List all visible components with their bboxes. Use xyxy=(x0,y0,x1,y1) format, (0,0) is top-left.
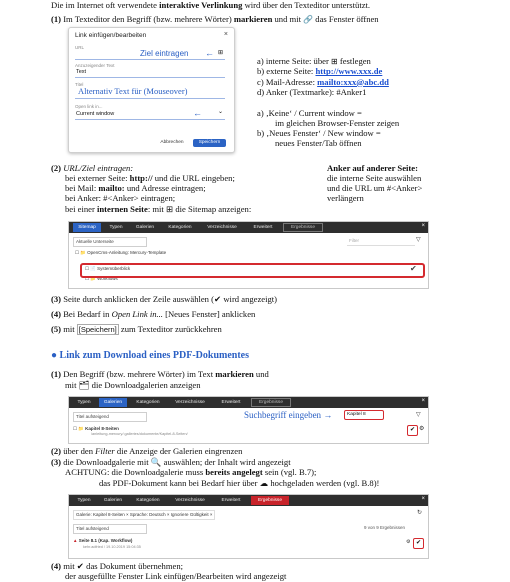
sitemap-icon[interactable]: ⊞ xyxy=(218,50,224,56)
tab-galleries[interactable]: Galerien xyxy=(99,398,127,407)
list-item[interactable]: ☐ 📁 OpenCms-Anleitung: Mercury-Template xyxy=(75,250,167,255)
title-value: Alternativ Text für (Mouseover) xyxy=(78,86,188,96)
tab-sitemap[interactable]: Sitemap xyxy=(73,223,101,232)
refresh-icon[interactable]: ↻ xyxy=(417,510,423,516)
tab-categories[interactable]: Kategorien xyxy=(136,498,160,503)
list-item-selected[interactable]: ☐ 📄 Systemüberblick xyxy=(85,266,131,271)
result-count: 9 von 9 Ergebnissen xyxy=(364,525,406,530)
url-label: URL xyxy=(75,45,85,50)
link-dialog xyxy=(68,27,235,153)
tab-directories[interactable]: Verzeichnisse xyxy=(175,400,205,405)
step-bold: markieren xyxy=(233,14,273,24)
checkmark-icon: ✔ xyxy=(76,561,84,571)
save-button[interactable]: Speichern xyxy=(193,139,226,147)
text-field[interactable] xyxy=(75,68,225,78)
link-options xyxy=(257,56,507,97)
external-link[interactable]: http://www.xxx.de xyxy=(315,66,383,77)
gear-icon[interactable]: ⚙ xyxy=(419,426,425,432)
tab-advanced[interactable]: Erweitert xyxy=(221,498,241,503)
sitemap-panel xyxy=(68,221,429,289)
tab-results[interactable]: Ergebnisse xyxy=(283,223,323,232)
intro-line xyxy=(51,0,510,10)
download-step-1: (1) Den Begriff (bzw. mehrere Wörter) im Text markieren und mit 🗂 die Downloadgalerien anzeigen xyxy=(51,369,269,390)
sort-select[interactable]: Titel aufsteigend xyxy=(73,524,147,534)
option-current-window: a) ‚Keine‘ / Current window = xyxy=(257,108,362,118)
gallery-results-panel xyxy=(68,494,429,559)
speichern-button-ref: [Speichern] xyxy=(78,325,117,334)
arrow-left-icon: ← xyxy=(205,48,214,58)
option-external: b) externe Seite: http://www.xxx.de xyxy=(257,66,383,77)
tab-categories[interactable]: Kategorien xyxy=(136,400,160,405)
option-current-window-desc: im gleichen Browser-Fenster zeigen xyxy=(275,118,400,129)
checkmark-icon[interactable]: ✔ xyxy=(407,425,418,436)
download-step-3: (3) die Downloadgalerie mit 🔍 auswählen; der Inhalt wird angezeigt ACHTUNG: die Downloadgalerie muss bereits angelegt sein (vgl. B.7); das PDF-Dokument kann bei Bedarf hier über ☁ hochgeladen werden (vgl. B.8)! xyxy=(51,457,380,488)
checkmark-icon[interactable]: ✔ xyxy=(413,538,424,549)
option-new-window: b) ‚Neues Fenster‘ / New window = xyxy=(257,128,381,139)
tab-galleries[interactable]: Galerien xyxy=(135,225,155,230)
gallery-search-panel xyxy=(68,396,429,444)
filter-icon[interactable]: ▽ xyxy=(416,237,421,243)
list-item-path: /anleitung-mercury/.galleries/dokumente/Kapitel-8-Seiten/ xyxy=(91,432,188,436)
tab-types[interactable]: Typen xyxy=(109,225,123,230)
list-item-meta: kehr.adfried / 19.10.2019 15:04:35 xyxy=(83,545,141,549)
tab-bar xyxy=(69,397,428,408)
window-options xyxy=(257,108,507,149)
tab-directories[interactable]: Verzeichnisse xyxy=(175,498,205,503)
option-mail: c) Mail-Adresse: mailto:xxx@abc.dd xyxy=(257,76,389,87)
tab-types[interactable]: Typen xyxy=(77,498,91,503)
text-label: Anzuzeigender Text xyxy=(75,63,115,68)
mail-link[interactable]: mailto:xxx@abc.dd xyxy=(317,76,389,87)
download-step-4: (4) mit ✔ das Dokument übernehmen; der ausgefüllte Fenster Link einfügen/Bearbeiten wird angezeigt xyxy=(51,561,287,582)
intro-text-bold: interaktive Verlinkung xyxy=(159,0,243,10)
list-item[interactable]: ☐ 📁 Workflows xyxy=(85,276,118,281)
close-icon[interactable]: × xyxy=(421,223,425,229)
intro-text-c: wird über den Texteditor unterstützt. xyxy=(242,0,371,10)
search-input[interactable]: Kapitel 8 xyxy=(344,410,384,420)
download-step-2: (2) über den Filter die Anzeige der Galerien eingrenzen xyxy=(51,446,243,456)
filter-icon[interactable]: ▽ xyxy=(416,412,421,418)
tab-categories[interactable]: Kategorien xyxy=(168,225,192,230)
option-internal: a) interne Seite: über ⊞ festlegen xyxy=(257,56,371,66)
title-label: Titel xyxy=(75,82,84,87)
tab-advanced[interactable]: Erweitert xyxy=(221,400,241,405)
chevron-down-icon[interactable]: ⌄ xyxy=(218,109,224,115)
step-text: Im Texteditor den Begriff (bzw. mehrere Wörter) xyxy=(63,14,234,24)
close-icon[interactable]: × xyxy=(421,398,425,404)
link-icon: 🔗 xyxy=(303,15,314,24)
tab-bar xyxy=(69,495,428,506)
step-5: (5) mit [Speichern] zum Texteditor zurückkehren xyxy=(51,324,222,334)
sort-select[interactable]: Titel aufsteigend xyxy=(73,412,147,422)
dialog-title: Link einfügen/bearbeiten xyxy=(75,32,147,39)
search-icon: 🔍 xyxy=(150,457,162,467)
list-item[interactable]: ▲ Seite 8.1 (Kap. Workflow) xyxy=(73,538,133,543)
tab-results[interactable]: Ergebnisse xyxy=(251,496,289,505)
tab-bar xyxy=(69,222,428,233)
anchor-note: Anker auf anderer Seite: die interne Seite auswählen und die URL um #<Anker> verlängern xyxy=(327,163,423,204)
anchor-title: Anker auf anderer Seite: xyxy=(327,163,418,173)
step-3: (3) Seite durch anklicken der Zeile auswählen (✔ wird angezeigt) xyxy=(51,294,278,304)
checkmark-icon: ✔ xyxy=(410,264,417,273)
subpage-select[interactable]: Aktuelle Unterseite xyxy=(73,237,147,247)
arrow-left-icon: ← xyxy=(193,108,202,118)
tab-types[interactable]: Typen xyxy=(77,400,91,405)
gallery-icon: 🗂 xyxy=(78,379,90,390)
sitemap-icon: ⊞ xyxy=(165,203,174,214)
close-icon[interactable]: × xyxy=(223,31,228,38)
gear-icon[interactable]: ⚙ xyxy=(406,539,411,545)
filter-chips[interactable]: Galerie: Kapitel 8-Seiten × Sprache: Deutsch × Ignoriere Gültigkeit × xyxy=(73,510,215,520)
open-value: Current window xyxy=(76,111,115,117)
section-heading: ● Link zum Download eines PDF-Dokumentes xyxy=(51,350,250,361)
list-item[interactable]: ☐ 📁 Kapitel 8-Seiten xyxy=(73,426,119,431)
option-anchor: d) Anker (Textmarke): #Anker1 xyxy=(257,86,367,97)
search-hint: Suchbegriff eingeben → xyxy=(244,410,333,420)
step-2: (2) URL/Ziel eintragen: bei externer Seite: http:// und die URL eingeben; bei Mail: mailto: und Adresse eintragen; bei Anker: #<Anker> eintragen; bei einer internen Seite: mit ⊞ die Sitemap anzeigen: xyxy=(51,163,252,214)
url-value: Ziel eintragen xyxy=(140,49,189,58)
step-text: das Fenster öffnen xyxy=(313,14,379,24)
tab-galleries[interactable]: Galerien xyxy=(103,498,123,503)
tab-results[interactable]: Ergebnisse xyxy=(251,398,291,407)
step-number: (1) xyxy=(51,14,62,24)
step-4: (4) Bei Bedarf in Open Link in... [Neues Fenster] anklicken xyxy=(51,309,256,319)
bullet-icon: ● xyxy=(51,350,58,361)
tab-advanced[interactable]: Erweitert xyxy=(253,225,273,230)
open-select[interactable] xyxy=(75,110,225,120)
url-field[interactable] xyxy=(75,50,225,60)
step-title: URL/Ziel eintragen: xyxy=(63,163,134,173)
selection-highlight xyxy=(80,263,425,278)
arrow-right-icon: → xyxy=(323,410,333,420)
cancel-button[interactable]: Abbrechen xyxy=(160,140,184,145)
upload-icon: ☁ xyxy=(259,477,269,488)
tab-directories[interactable]: Verzeichnisse xyxy=(207,225,237,230)
checkmark-icon: ✔ xyxy=(214,294,222,304)
open-label: Open link in... xyxy=(75,104,103,109)
step-text: und mit xyxy=(272,14,304,24)
title-field[interactable] xyxy=(75,87,225,99)
sitemap-icon: ⊞ xyxy=(330,57,338,66)
text-value: Text xyxy=(76,69,87,75)
close-icon[interactable]: × xyxy=(421,496,425,502)
option-new-window-desc: neues Fenster/Tab öffnen xyxy=(275,138,362,149)
intro-text-a: Die im Internet oft verwendete xyxy=(51,0,160,10)
filter-input[interactable]: Filter xyxy=(347,237,415,246)
step-1 xyxy=(51,14,510,25)
